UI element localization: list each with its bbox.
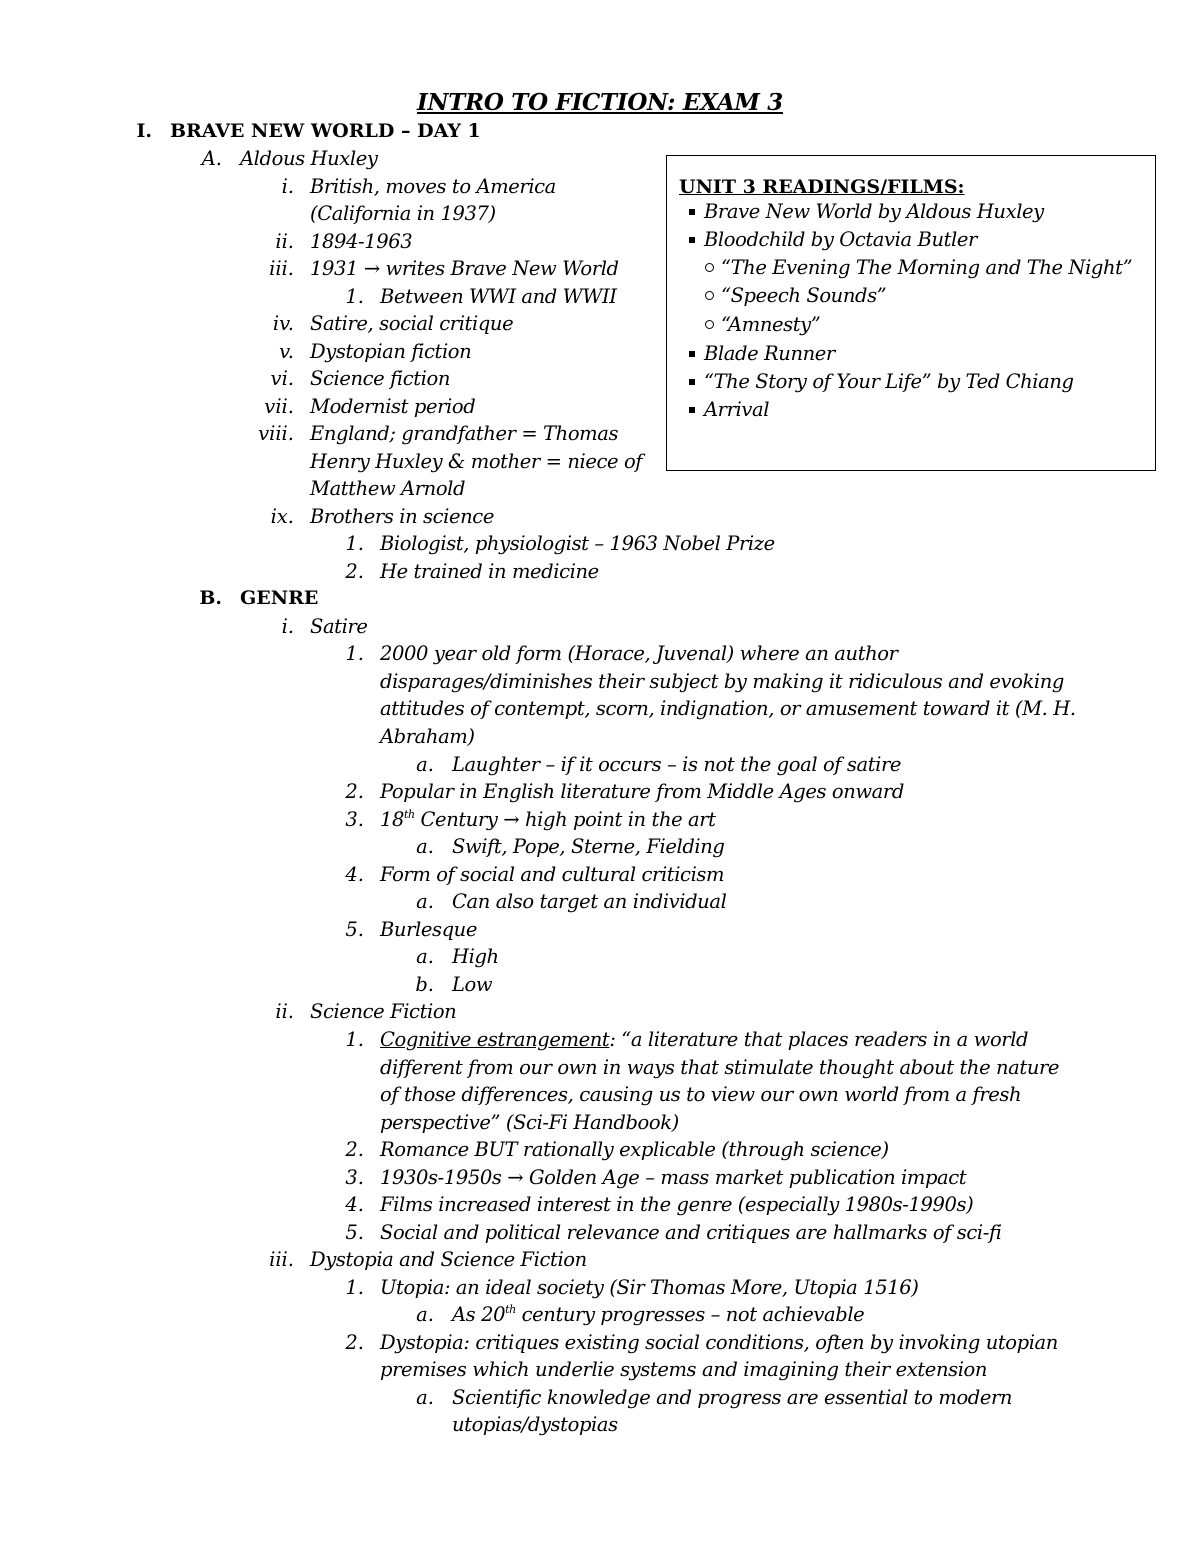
section-heading: BRAVE NEW WORLD – DAY 1	[170, 120, 481, 142]
item-number: ii.	[275, 1000, 294, 1023]
item-number: b.	[415, 973, 434, 996]
item-text: 1894-1963	[310, 230, 413, 253]
subsection-heading: GENRE	[240, 587, 319, 609]
square-bullet-icon	[689, 379, 695, 385]
circle-bullet-icon	[705, 320, 714, 329]
item-number: ix.	[270, 505, 294, 528]
reading-item: Bloodchild by Octavia Butler	[704, 228, 977, 251]
item-text: Between WWI and WWII	[380, 285, 617, 308]
item-number: viii.	[258, 422, 294, 445]
item-heading: Dystopia and Science Fiction	[310, 1248, 587, 1271]
item-text: Cognitive estrangement: “a literature that places readers in a world	[380, 1028, 1029, 1051]
section-numeral: I.	[136, 120, 152, 142]
item-number: 3.	[345, 808, 364, 831]
item-text: Scientific knowledge and progress are essential to modern	[452, 1386, 1013, 1409]
item-number: 4.	[345, 863, 364, 886]
circle-bullet-icon	[705, 263, 714, 272]
item-number: a.	[416, 1303, 434, 1326]
item-number: i.	[281, 175, 294, 198]
item-number: 4.	[345, 1193, 364, 1216]
item-text: As 20th century progresses – not achievable	[452, 1303, 865, 1326]
item-number: a.	[416, 835, 434, 858]
item-number: a.	[416, 945, 434, 968]
item-text: Matthew Arnold	[310, 477, 466, 500]
square-bullet-icon	[689, 351, 695, 357]
item-text: Romance BUT rationally explicable (through science)	[380, 1138, 889, 1161]
item-text: Henry Huxley & mother = niece of	[310, 450, 643, 473]
item-number: vii.	[264, 395, 294, 418]
reading-subitem: “The Evening The Morning and The Night”	[721, 256, 1133, 279]
circle-bullet-icon	[705, 291, 714, 300]
item-text: Burlesque	[380, 918, 477, 941]
item-text: Can also target an individual	[452, 890, 727, 913]
page-title: INTRO TO FICTION: EXAM 3	[417, 89, 783, 116]
readings-box	[666, 155, 1156, 471]
item-number: ii.	[275, 230, 294, 253]
item-text: Films increased interest in the genre (especially 1980s-1990s)	[380, 1193, 974, 1216]
reading-item: Brave New World by Aldous Huxley	[704, 200, 1044, 223]
item-text: Form of social and cultural criticism	[380, 863, 725, 886]
item-number: 2.	[345, 560, 364, 583]
reading-subitem: “Amnesty”	[721, 313, 821, 336]
item-text: (California in 1937)	[310, 202, 496, 225]
item-text: England; grandfather = Thomas	[310, 422, 619, 445]
readings-heading: UNIT 3 READINGS/FILMS:	[679, 176, 965, 198]
item-number: iii.	[269, 257, 294, 280]
square-bullet-icon	[689, 407, 695, 413]
subsection-label: A.	[201, 147, 222, 170]
item-text: utopias/dystopias	[452, 1413, 618, 1436]
item-number: iii.	[269, 1248, 294, 1271]
item-text: Brothers in science	[310, 505, 494, 528]
item-number: a.	[416, 1386, 434, 1409]
item-number: v.	[279, 340, 294, 363]
item-number: 1.	[345, 642, 364, 665]
item-text: 1931 → writes Brave New World	[310, 257, 619, 280]
item-number: 1.	[345, 285, 364, 308]
item-text: attitudes of contempt, scorn, indignation, or amusement toward it (M. H.	[380, 697, 1076, 720]
item-text: High	[452, 945, 499, 968]
subsection-heading: Aldous Huxley	[240, 147, 378, 170]
item-number: vi.	[270, 367, 294, 390]
item-text: He trained in medicine	[380, 560, 599, 583]
item-text: different from our own in ways that stimulate thought about the nature	[380, 1056, 1060, 1079]
item-text: Social and political relevance and critiques are hallmarks of sci-fi	[380, 1221, 1002, 1244]
item-text: 18th Century → high point in the art	[380, 808, 716, 831]
item-text: 1930s-1950s → Golden Age – mass market publication impact	[380, 1166, 967, 1189]
item-text: perspective” (Sci-Fi Handbook)	[380, 1111, 679, 1134]
item-text: Satire, social critique	[310, 312, 514, 335]
item-text: Swift, Pope, Sterne, Fielding	[452, 835, 725, 858]
item-number: 2.	[345, 780, 364, 803]
item-text: disparages/diminishes their subject by making it ridiculous and evoking	[380, 670, 1064, 693]
item-text: Dystopian fiction	[310, 340, 472, 363]
item-number: 2.	[345, 1331, 364, 1354]
item-number: 3.	[345, 1166, 364, 1189]
item-number: iv.	[272, 312, 294, 335]
item-heading: Satire	[310, 615, 368, 638]
item-number: 5.	[345, 1221, 364, 1244]
item-text: premises which underlie systems and imagining their extension	[380, 1358, 988, 1381]
item-text: Science fiction	[310, 367, 451, 390]
item-number: 1.	[345, 532, 364, 555]
item-number: a.	[416, 753, 434, 776]
key-term: Cognitive estrangement	[380, 1028, 610, 1051]
item-text: Laughter – if it occurs – is not the goal of satire	[452, 753, 902, 776]
square-bullet-icon	[689, 237, 695, 243]
item-number: 1.	[345, 1276, 364, 1299]
item-heading: Science Fiction	[310, 1000, 457, 1023]
item-text: Low	[452, 973, 493, 996]
item-text: British, moves to America	[310, 175, 556, 198]
item-number: i.	[281, 615, 294, 638]
item-number: 5.	[345, 918, 364, 941]
subsection-label: B.	[199, 587, 222, 609]
reading-item: Arrival	[704, 398, 770, 421]
item-number: 1.	[345, 1028, 364, 1051]
item-text: Modernist period	[310, 395, 476, 418]
item-text: Abraham)	[380, 725, 475, 748]
reading-item: “The Story of Your Life” by Ted Chiang	[704, 370, 1074, 393]
square-bullet-icon	[689, 209, 695, 215]
item-number: 2.	[345, 1138, 364, 1161]
item-text: Dystopia: critiques existing social conditions, often by invoking utopian	[380, 1331, 1058, 1354]
item-text: Popular in English literature from Middle Ages onward	[380, 780, 904, 803]
item-number: a.	[416, 890, 434, 913]
item-text: of those differences, causing us to view our own world from a fresh	[380, 1083, 1022, 1106]
reading-subitem: “Speech Sounds”	[721, 284, 887, 307]
reading-item: Blade Runner	[704, 342, 835, 365]
item-text: 2000 year old form (Horace, Juvenal) where an author	[380, 642, 898, 665]
item-text: Utopia: an ideal society (Sir Thomas More, Utopia 1516)	[380, 1276, 919, 1299]
item-text: Biologist, physiologist – 1963 Nobel Prize	[380, 532, 775, 555]
